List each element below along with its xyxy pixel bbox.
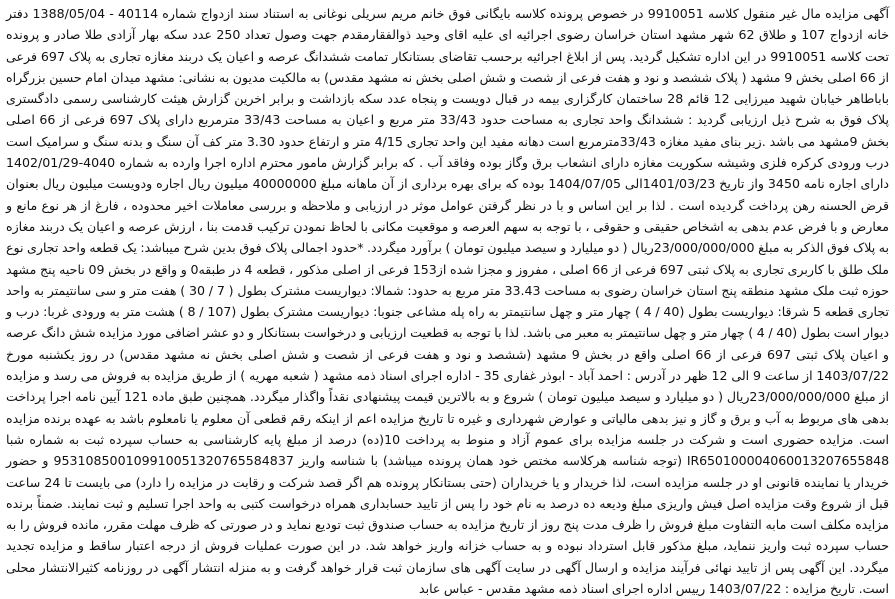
auction-notice-text bbox=[6, 3, 889, 599]
notice-paragraph: آگهی مزایده مال غیر منقول کلاسه 9910051 در خصوص پرونده کلاسه بایگانی فوق خانم مریم سریلی نوغانی به استناد سند ازدواج شماره 40114 - 1388/05/04 دفتر خانه ازدواج 107 و طلاق 62 شهر مشهد استان خراسان رضوی اجرائیه ای علیه اقای وحید ذوالفقارمقدم جهت وصول تعداد 250 عدد سکه بهار آزادی طلا صادر و پرونده تحت کلاسه 9910051 در این اداره تشکیل گردید. پس از ابلاغ اجرائیه برحسب تقاضای بستانکار تمامت ششدانگ عرصه و اعیان یک دربند مغازه تجاری به پلاک 697 فرعی از 66 اصلی بخش 9 مشهد ( پلاک ششصد و نود و هفت فرعی از شصت و شش اصلی بخش نه مشهد مقدس) به مالکیت مدیون به نشانی: مشهد میدان امام حسین بزرگراه باباطاهر خیابان شهید میرزایی 12 قائم 28 ساختمان کارگزاری بیمه در قبال دویست و پنجاه عدد سکه بازداشت و برابر اخرین گزارش هیئت کارشناسی رسمی دادگستری پلاک فوق به شرح ذیل ارزیابی گردید : ششدانگ واحد تجاری به مساحت حدود 33/43 متر مربع و اعیان به مساحت 33/43 مترمربع دارای پلاک 697 فرعی از 66 اصلی بخش 9مشهد می باشد .زیر بنای مفید مغازه 33/43مترمربع است دهانه مفید این واحد تجاری 4/15 متر و ارتفاع حدود 3.30 متر کف آن سنگ و بدنه سنگ و سرامیک است درب ورودی کرکره فلزی وشیشه سکوریت مغازه دارای انشعاب برق وگاز بوده وفاقد آب . که برابر گزارش مامور محترم اداره اجرا وارده به شماره 4040-1402/01/29 دارای اجاره نامه 3450 واز تاریخ 1401/03/23الی 1404/07/05 بوده که برای بهره برداری از آن ماهانه مبلغ 40000000 میلیون ریال اجاره ودویست میلیون ریال بعنوان قرض الحسنه رهن پرداخت گردیده است . لذا بر این اساس و با در نظر گرفتن عوامل موثر در ارزیابی و ملاحظه و بررسی معاملات اخیر محدوده ، فارغ از هر نوع مانع و معارض و با فرض عدم بدهی به اشخاص حقیقی و حقوقی ، با توجه به سهم العرصه و موقعیت مکانی با لحاظ نمودن ترکیب قدمت بنا ، ارزش عرصه و اعیان یک دربند مغازه به پلاک فوق الذکر به مبلغ 23/000/000/000ریال ( دو میلیارد و سیصد میلیون تومان ) برآورد میگردد. *حدود اجمالی پلاک فوق بدین شرح میباشد: یک قطعه واحد تجاری نوع ملک طلق با کاربری تجاری به پلاک ثبتی 697 فرعی از 66 اصلی ، مفروز و مجزا شده از153 فرعی از اصلی مذکور ، قطعه 4 در طبقه0 و واقع در بخش 09 ناحیه پنج مشهد حوزه ثبت ملک مشهد منطقه پنج استان خراسان رضوی به مساحت 33.43 متر مربع به حدود: شمالا: دیواریست مشترک بطول ( 7 / 30 ) هفت متر و سی سانتیمتر به واحد تجاری قطعه 5 شرقا: دیواریست بطول (40 / 4 ) چهار متر و چهل سانتیمتر به راه پله مشاعی جنوبا: دیواریست مشترک بطول (107 / 8 ) هشت متر به ورودی غربا: درب و دیوار است بطول (40 / 4 ) چهار متر و چهل سانتیمتر به معبر می باشد. لذا با توجه به قطعیت ارزیابی و درخواست بستانکار و دو عشر اضافی مورد مزایده شش دانگ عرصه و اعیان پلاک ثبتی 697 فرعی از 66 اصلی واقع در بخش 9 مشهد (ششصد و نود و هفت فرعی از شصت و شش اصلی بخش نه مشهد مقدس) در روز یکشنبه مورخ 1403/07/22 از ساعت 9 الی 12 ظهر در آدرس : احمد آباد - ابوذر غفاری 35 - اداره اجرای اسناد ذمه مشهد ( شعبه مهریه ) از طریق مزایده به فروش می رسد و مزایده از مبلغ 23/000/000/000ریال ( دو میلیارد و سیصد میلیون تومان ) شروع و به بالاترین قیمت پیشنهادی نقداً واگذار میگردد. همچنین طبق ماده 121 آیین نامه اجرا پرداخت بدهی های مربوط به آب و برق و گاز و نیز بدهی مالیاتی و عوارض شهرداری و غیره تا تاریخ مزایده اعم از اینکه رقم قطعی آن معلوم یا نامعلوم باشد به عهده برنده مزایده است. مزایده حضوری است و شرکت در جلسه مزایده برای عموم آزاد و منوط به پرداخت 10(ده) درصد از مبلغ پایه کارشناسی به حساب سپرده ثبت به شماره شبا IR650100004060013207655848 (توجه شناسه هرکلاسه مختص خود همان پرونده میباشد) با شناسه واریز 953108500109910051320765584837 و حضور خریدار یا نماینده قانونی او در جلسه مزایده است، لذا خریدار و یا خریداران (حتی بستانکار پرونده هم اگر قصد شرکت و رقابت در مزایده را دارد) می بایست تا 24 ساعت قبل از شروع وقت مزایده اصل فیش واریزی مبلغ ودیعه ده درصد به نام خود را پس از تایید حسابداری همراه درخواست کتبی به واحد اجرا تسلیم و ثبت نمایند. ضمناً برنده مزایده مکلف است مابه التفاوت مبلغ فروش را ظرف مدت پنج روز از تاریخ مزایده به حساب صندوق ثبت تودیع نماید و در صورتی که ظرف مهلت مقرر، مانده فروش را به حساب سپرده ثبت واریز ننماید، مبلغ مذکور قابل استرداد نبوده و به حساب خزانه واریز خواهد شد. در این صورت عملیات فروش از درجه اعتبار ساقط و مزایده تجدید میگردد. این آگهی پس از تایید نهائی فرآیند مزایده و ارسال آگهی در سایت آگهی های سازمان ثبت قرار خواهد گرفت و به منزله انتشار آگهی در روزنامه کثیرالانتشار محلی است. تاریخ مزایده : 1403/07/22 رییس اداره اجرای اسناد ذمه مشهد مقدس - عباس عابد bbox=[6, 6, 890, 597]
